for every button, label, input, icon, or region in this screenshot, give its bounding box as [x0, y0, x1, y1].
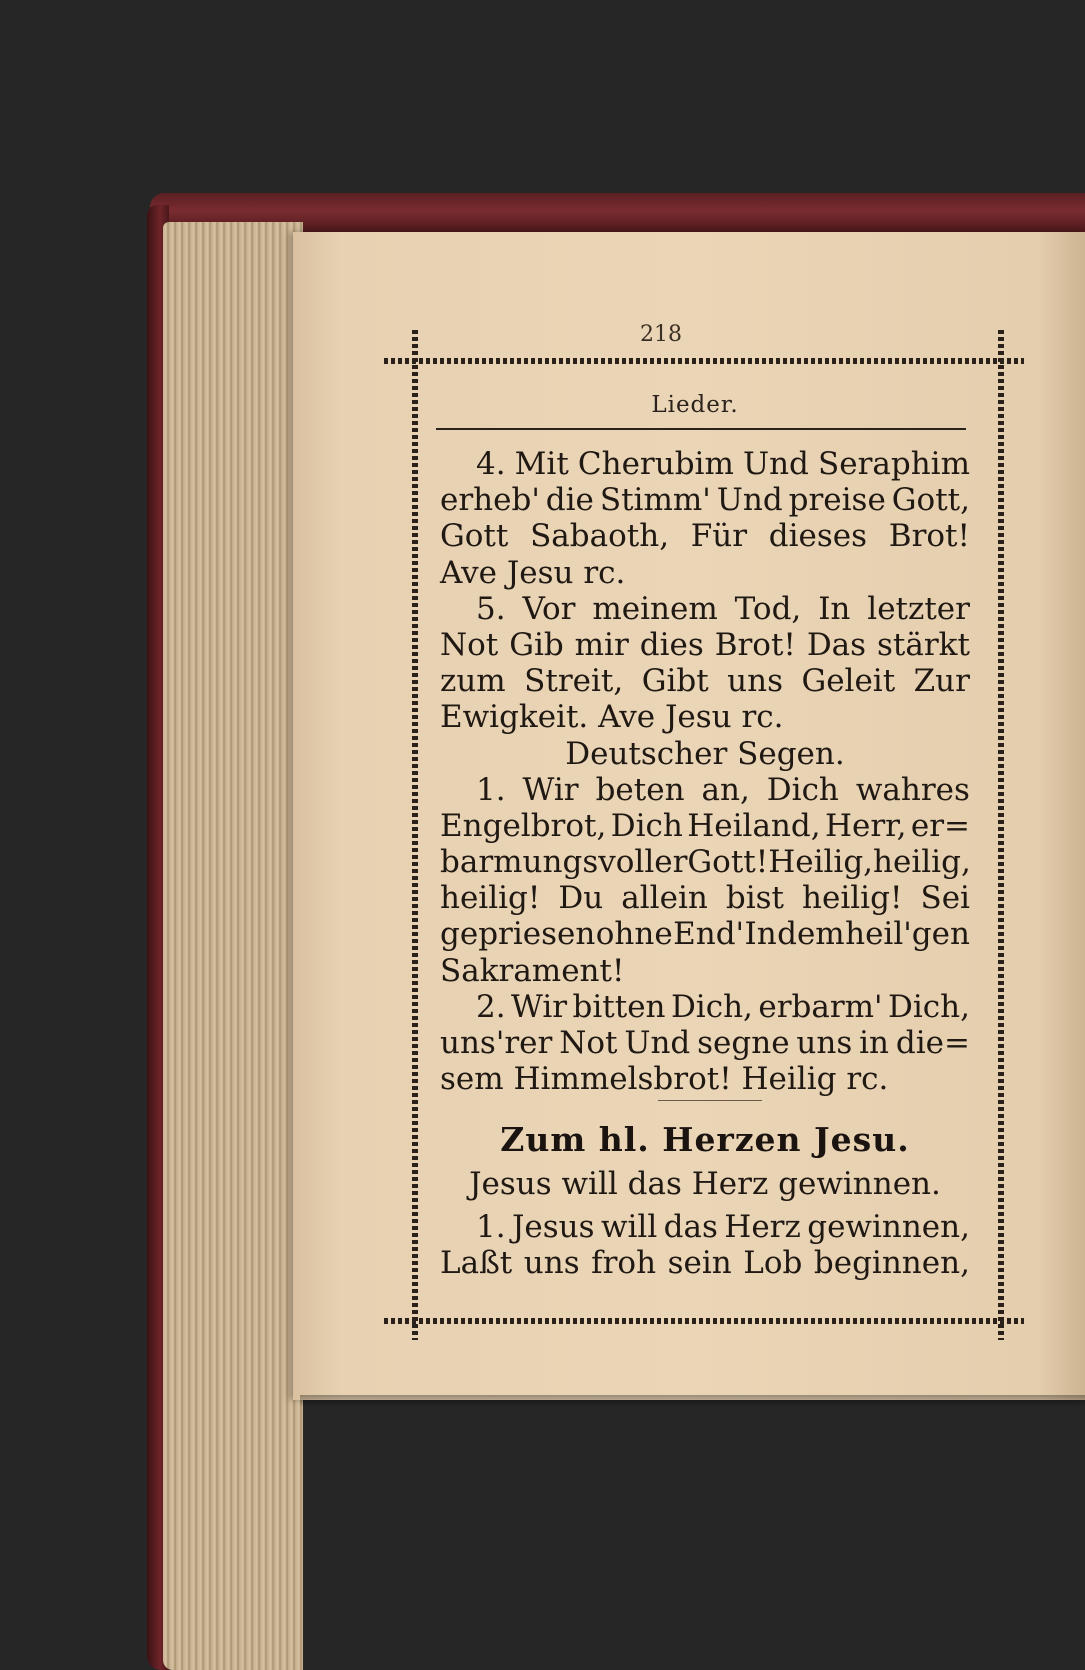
text-line: Gott Sabaoth, Für dieses Brot!	[440, 518, 970, 555]
head-rule	[436, 428, 966, 430]
page-shadow	[300, 1395, 1085, 1407]
text-line: sem Himmelsbrot! Heilig rc.	[440, 1061, 889, 1098]
page-number: 218	[640, 322, 682, 347]
text-line: Laßt uns froh sein Lob beginnen,	[440, 1245, 970, 1282]
text-line: 2. Wir bitten Dich, erbarm' Dich,	[476, 988, 970, 1025]
border-right	[998, 330, 1004, 1340]
text-line: Not Gib mir dies Brot! Das stärkt	[440, 626, 970, 663]
text-line: zum Streit, Gibt uns Geleit Zur	[440, 663, 970, 700]
text-line: Ave Jesu rc.	[440, 554, 626, 591]
page-edges	[163, 222, 303, 1670]
text-line: Deutscher Segen.	[565, 735, 845, 772]
section-divider	[658, 1100, 762, 1101]
section-subtitle: Jesus will das Herz gewinnen.	[469, 1166, 941, 1202]
text-line: Sakrament!	[440, 952, 625, 989]
text-line: erheb' die Stimm' Und preise Gott,	[440, 482, 970, 519]
border-bottom	[384, 1318, 1024, 1324]
text-line: gepriesen ohne End' In dem heil'gen	[440, 916, 970, 953]
border-left	[412, 330, 418, 1340]
text-line: 1. Wir beten an, Dich wahres	[476, 771, 970, 808]
text-line: 1. Jesus will das Herz gewinnen,	[476, 1209, 970, 1245]
text-line: heilig! Du allein bist heilig! Sei	[440, 880, 970, 917]
section-hymn-text	[440, 1208, 970, 1280]
section-title: Zum hl. Herzen Jesu.	[500, 1120, 910, 1159]
text-line: 4. Mit Cherubim Und Seraphim	[476, 446, 970, 482]
text-line: Engelbrot, Dich Heiland, Herr, er=	[440, 807, 970, 844]
text-line: barmungsvoller Gott! Heilig, heilig,	[440, 844, 971, 881]
hymn-text	[440, 446, 970, 1097]
text-line: uns'rer Not Und segne uns in die=	[440, 1025, 970, 1061]
text-line: Ewigkeit. Ave Jesu rc.	[440, 699, 784, 736]
running-head: Lieder.	[651, 392, 739, 418]
text-line: 5. Vor meinem Tod, In letzter	[476, 590, 970, 627]
border-top	[384, 358, 1024, 364]
